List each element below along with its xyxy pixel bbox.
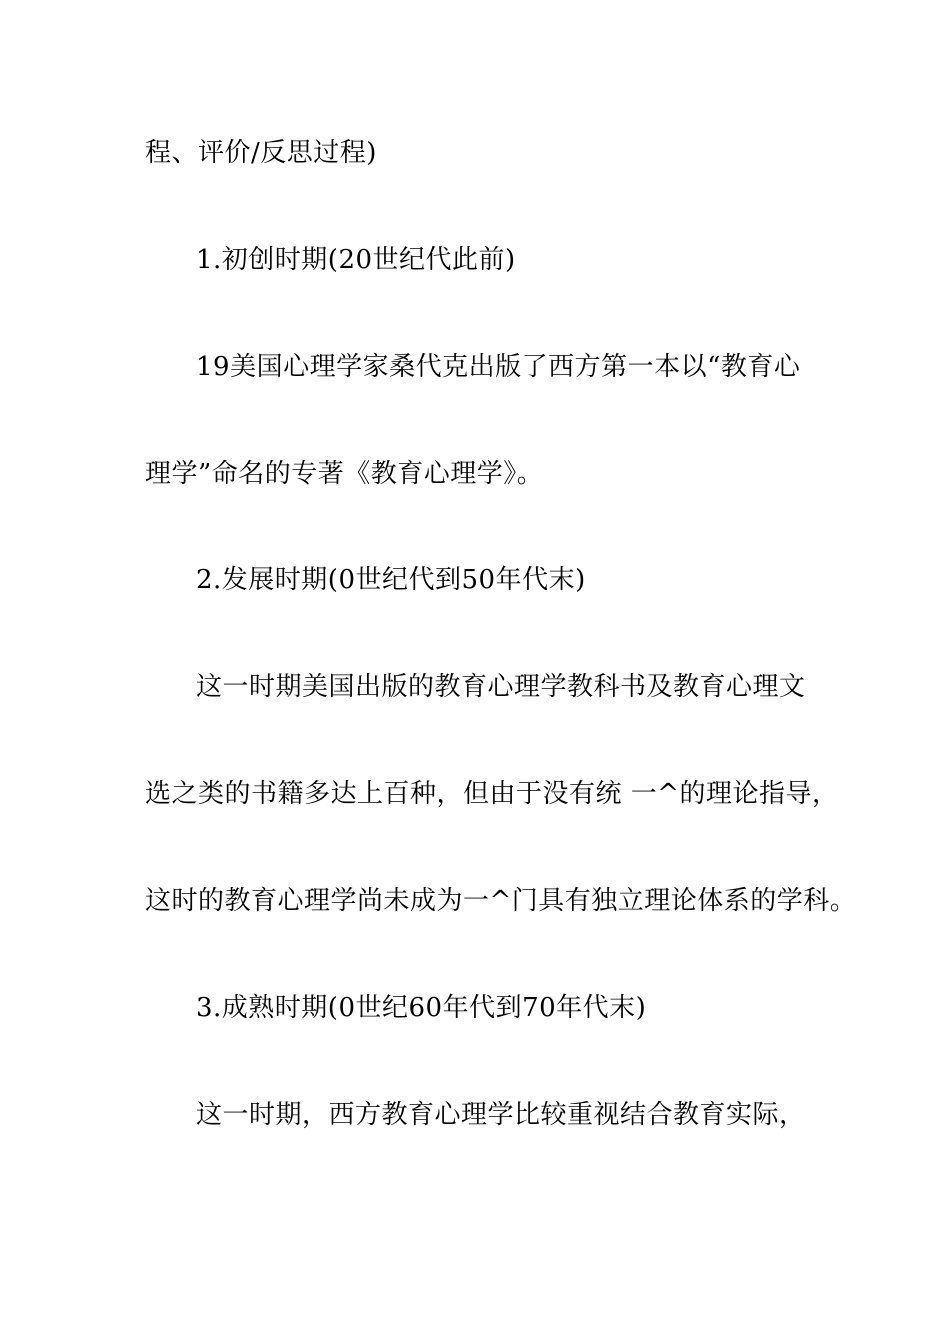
- paragraph-continuation: 程、评价/反思过程): [145, 138, 377, 168]
- paragraph-line: 这时的教育心理学尚未成为一^门具有独立理论体系的学科。: [145, 886, 857, 916]
- paragraph-line: 选之类的书籍多达上百种，但由于没有统 一^的理论指导，: [145, 779, 839, 809]
- paragraph-line: 理学”命名的专著《教育心理学》。: [145, 459, 544, 489]
- section-heading-mature-period: 3.成熟时期(0世纪60年代到70年代末): [196, 993, 647, 1023]
- paragraph-line: 这一时期美国出版的教育心理学教科书及教育心理文: [196, 672, 806, 702]
- section-heading-initial-period: 1.初创时期(20世纪代此前): [196, 245, 516, 275]
- section-heading-development-period: 2.发展时期(0世纪代到50年代末): [196, 565, 586, 595]
- paragraph-line: 19美国心理学家桑代克出版了西方第一本以“教育心: [196, 352, 801, 382]
- paragraph-line: 这一时期，西方教育心理学比较重视结合教育实际，: [196, 1100, 806, 1130]
